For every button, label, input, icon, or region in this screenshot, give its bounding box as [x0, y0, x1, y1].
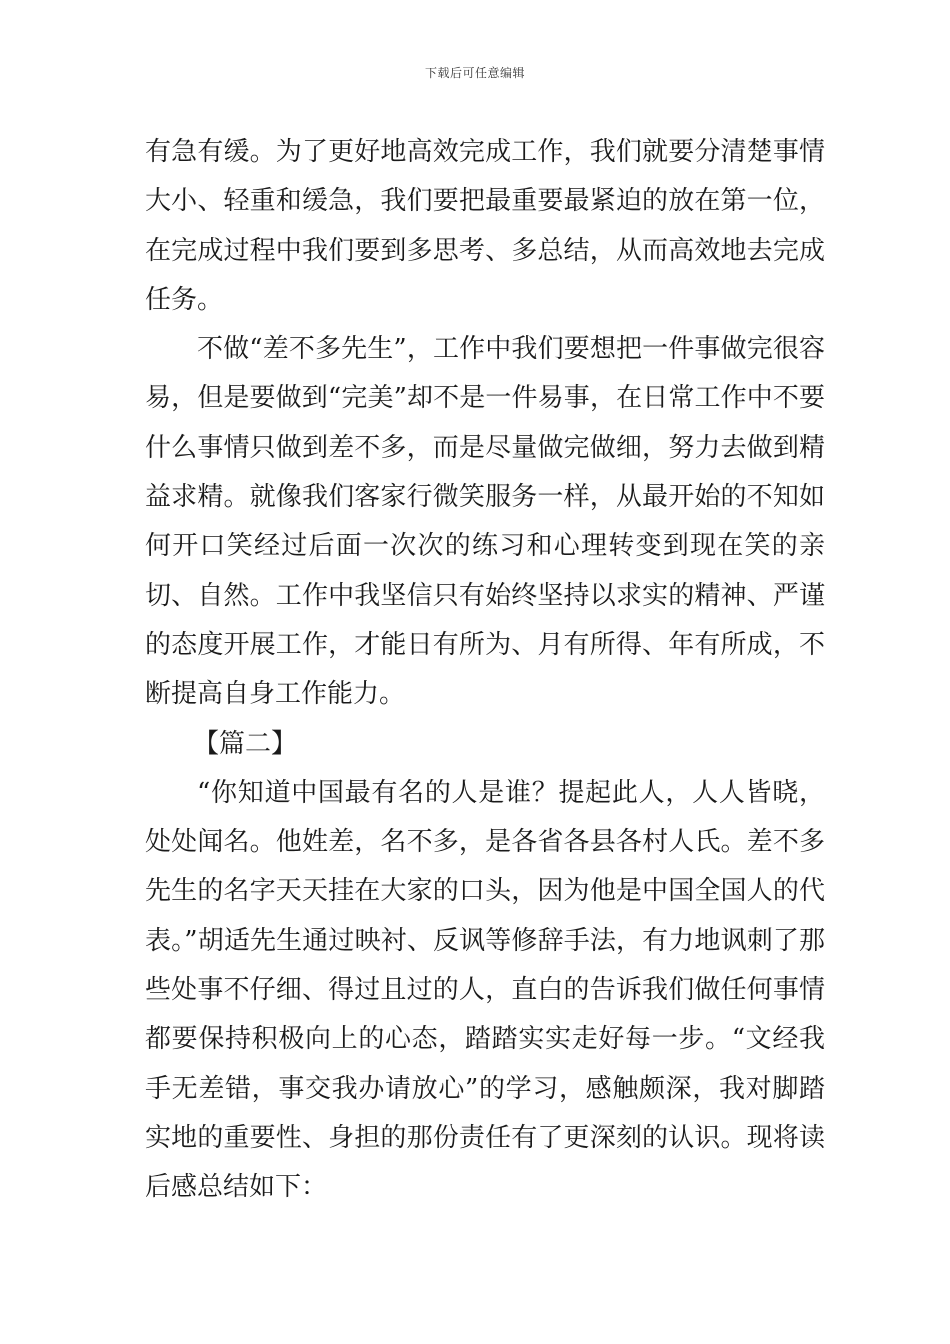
section-heading-part-two: 【篇二】 [193, 728, 298, 759]
paragraph-continuation: 有急有缓。为了更好地高效完成工作，我们就要分清楚事情大小、轻重和缓急，我们要把最重要最紧迫的放在第一位，在完成过程中我们要到多思考、多总结，从而高效地去完成任务。 [145, 137, 825, 315]
paragraph-hu-shi-quote: “你知道中国最有名的人是谁？提起此人，人人皆晓，处处闻名。他姓差，名不多，是各省各县各村人氏。差不多先生的名字天天挂在大家的口头，因为他是中国全国人的代表。”胡适先生通过映衬、反讽等修辞手法，有力地讽刺了那些处事不仔细、得过且过的人，直白的告诉我们做任何事情都要保持积极向上的心态，踏踏实实走好每一步。“文经我手无差错，事交我办请放心”的学习，感触颇深，我对脚踏实地的重要性、身担的那份责任有了更深刻的认识。现将读后感总结如下： [145, 777, 825, 1203]
document-body [145, 128, 825, 1213]
paragraph-not-mr-chabuduo: 不做“差不多先生”，工作中我们要想把一件事做完很容易，但是要做到“完美”却不是一件易事，在日常工作中不要什么事情只做到差不多，而是尽量做完做细，努力去做到精益求精。就像我们客家行微笑服务一样，从最开始的不知如何开口笑经过后面一次次的练习和心理转变到现在笑的亲切、自然。工作中我坚信只有始终坚持以求实的精神、严谨的态度开展工作，才能日有所为、月有所得、年有所成，不断提高自身工作能力。 [145, 334, 825, 710]
page-header-note: 下载后可任意编辑 [424, 66, 525, 80]
